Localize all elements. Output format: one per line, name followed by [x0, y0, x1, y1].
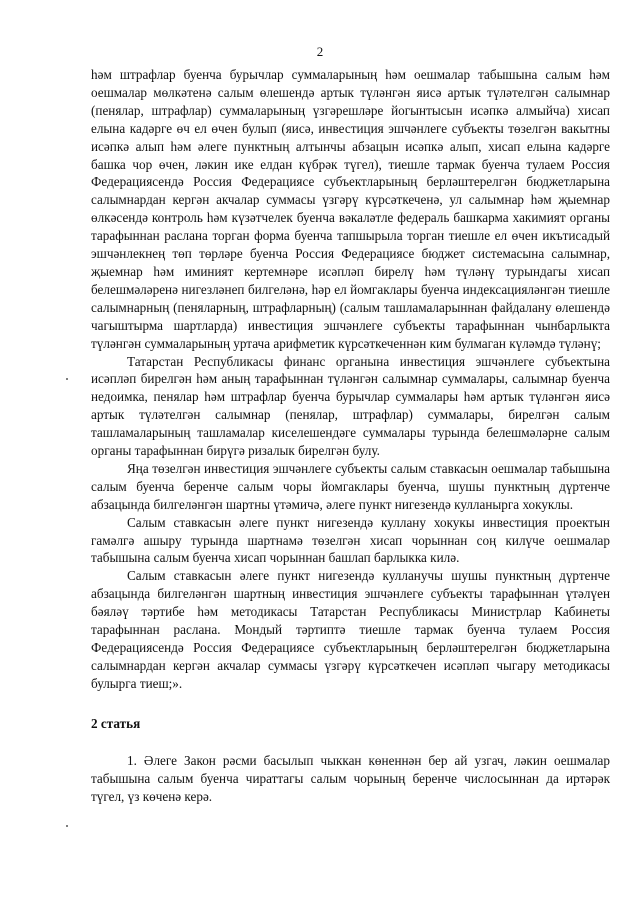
article-body — [91, 752, 610, 806]
paragraph-continuation: һәм штрафлар буенча бурычлар суммаларының һәм оешмалар табышына салым һәм оешмалар мөлкәтенә салым өлешендә артык түләнгән яисә артык түләтелгән салымнар (пенялар, штрафлар) суммаларының үзгәрешләре йогынтысын исәпкә алмыйча) хисап елына кадәрге өч ел өчен булып (яисә, инвестиция эшчәнлеге субъекты төзелгән вакытны исәпкә алып һәм әлеге пунктның алтынчы абзацын исәпкә алып, хисап елына кадәрге башка чор өчен, ләкин ике елдан күбрәк түгел), тиешле тармак буенча тулаем Россия Федерациясендә Россия Федерациясе субъектларының берләштерелгән бюджетларына салымнардан кергән акчалар суммасы үзгәрү күрсәткеченә, ул салымнар һәм җыемнар өлкәсендә контроль һәм күзәтчелек буенча вәкаләтле федераль башкарма хакимият органы тарафыннан раслана торган форма буенча тапшырыла торган тиешле ел өчен икътисадый эшчәнлекнең төп төрләре буенча Россия Федерациясе бюджет системасына салымнар, җыемнар һәм иминият кертемнәре исәпләп бирелү һәм түләнү турындагы хисап белешмәләренә нигезләнеп билгеләнә, һәр ел йомгаклары буенча индексацияләнгән тиешле салымнарның (пеняларның, штрафларның) (салым ташламаларыннан файдалану өлешендә чагыштырма шартларда) инвестиция эшчәнлеге субъекты тарафыннан чынбарлыкта түләнгән суммаларының уртача арифметик күрсәткеченнән ким булмаган күләмдә түләнү; — [91, 67, 610, 351]
article-heading: 2 статья — [91, 716, 141, 731]
paragraph-right-arises: Салым ставкасын әлеге пункт нигезендә куллану хокукы инвестиция проектын гамәлгә ашыру турында шартнамә төзелгән хисап чорыннан соң килүче оешмалар табышына салым буенча хисап чорыннан башлап барлыкка килә. — [91, 514, 610, 566]
scan-speck — [66, 825, 68, 827]
page-number: 2 — [316, 44, 324, 59]
paragraph-methodology: Салым ставкасын әлеге пункт нигезендә кулланучы шушы пунктның дүртенче абзацында билгеләнгән шартның инвестиция эшчәнлеге субъекты тарафыннан үтәлүен бәяләү тәртибе һәм методикасы Татарстан Республикасы Министрлар Кабинеты тарафыннан раслана. Мондый тәртиптә тиешле тармак буенча тулаем Россия Федерациясендә Россия Федерациясе субъектларының берләштерелгән бюджетларына салымнардан кергән акчалар суммасы үзгәрү күрсәткечен исәпләп чыгару методикасы булырга тиеш;». — [91, 568, 610, 691]
article-paragraph: 1. Әлеге Закон рәсми басылып чыккан көненнән бер ай узгач, ләкин оешмалар табышына салым буенча чираттагы салым чорының беренче числосыннан да иртәрәк түгел, үз көченә керә. — [91, 753, 610, 804]
document-body — [91, 66, 610, 693]
scan-speck — [66, 378, 68, 380]
paragraph-new-entity: Яңа төзелгән инвестиция эшчәнлеге субъекты салым ставкасын оешмалар табышына салым буенча беренче салым чоры йомгаклары буенча, шушы пунктның дүртенче абзацында билгеләнгән шартны үтәмичә, әлеге пункт нигезендә кулланырга хокуклы. — [91, 460, 610, 512]
paragraph-finance-body: Татарстан Республикасы финанс органына инвестиция эшчәнлеге субъектына исәпләп бирелгән һәм аның тарафыннан түләнгән салымнар суммалары, салымнар буенча недоимка, пенялар һәм штрафлар буенча бурычлар суммалары һәм артык түләнгән яисә артык түләтелгән салымнар (пенялар, штрафлар) суммалары, бирелгән салым ташламаларының ташламалар киселешендәге суммалары турында белешмәләрне салым органы тарафыннан бирүгә ризалык бирелгән булу. — [91, 353, 610, 459]
